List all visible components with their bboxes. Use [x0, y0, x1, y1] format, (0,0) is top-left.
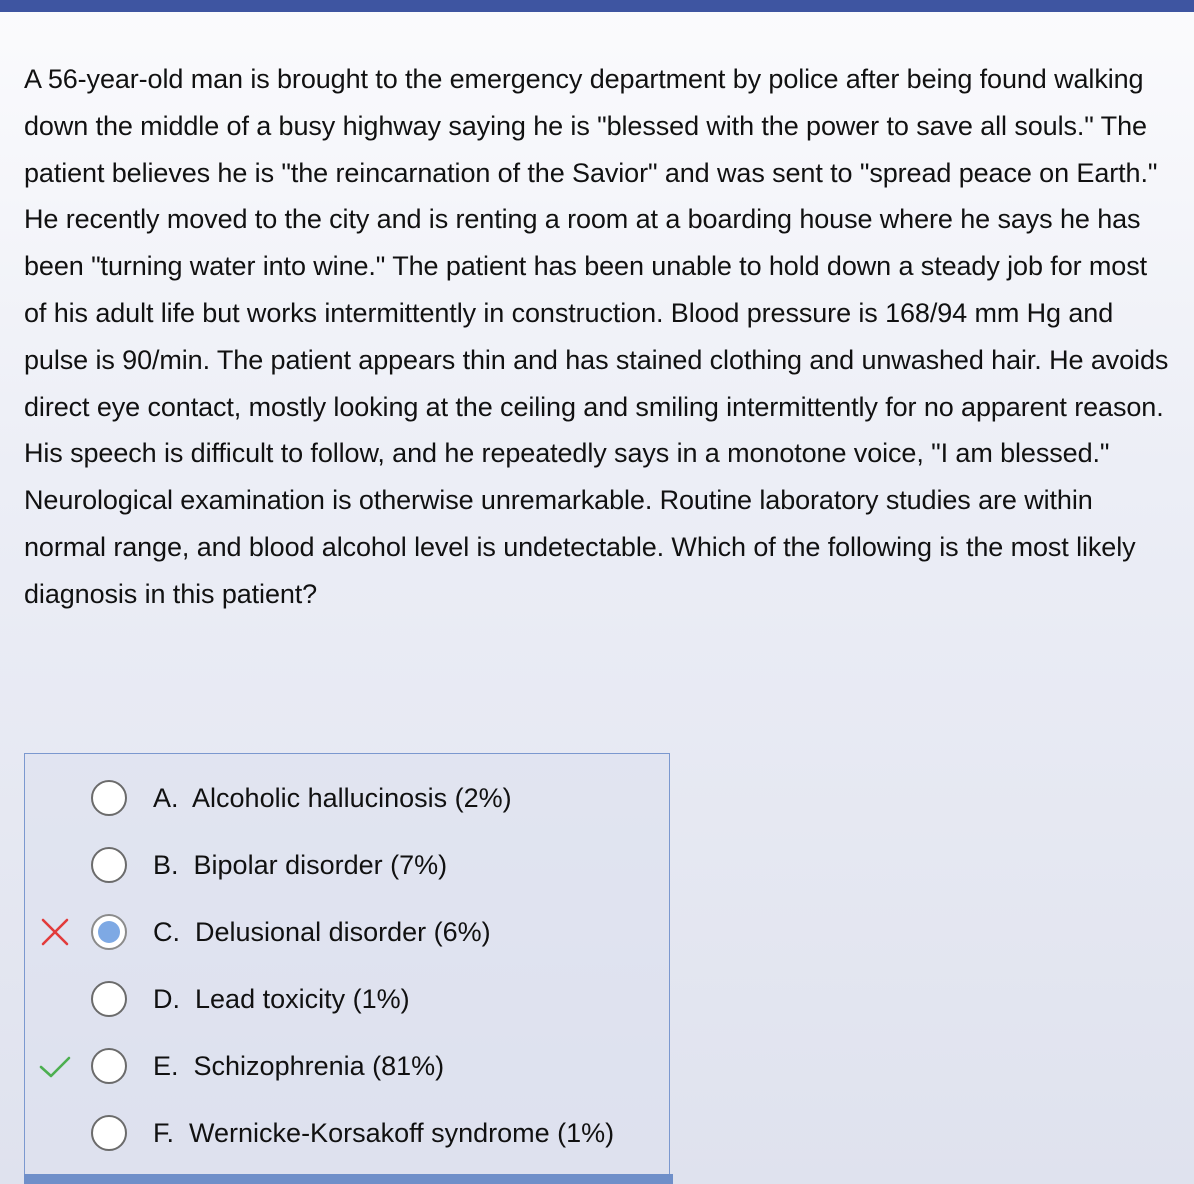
answer-option-label[interactable]: A. Alcoholic hallucinosis (2%)	[153, 783, 512, 813]
answer-option-label[interactable]: E. Schizophrenia (81%)	[153, 1051, 445, 1081]
answer-option-f[interactable]	[25, 1109, 671, 1157]
answer-option-label[interactable]: C. Delusional disorder (6%)	[153, 917, 491, 947]
answer-option-label[interactable]: F. Wernicke-Korsakoff syndrome (1%)	[153, 1118, 615, 1148]
radio-button-c-selected[interactable]	[91, 914, 127, 950]
radio-button-f[interactable]	[91, 1115, 127, 1151]
radio-button-a[interactable]	[91, 780, 127, 816]
correct-check-icon	[39, 1050, 71, 1082]
answer-option-c[interactable]	[25, 908, 671, 956]
answer-panel-bottom-border	[24, 1174, 673, 1184]
radio-button-b[interactable]	[91, 847, 127, 883]
top-header-bar	[0, 0, 1194, 12]
selected-dot-icon	[98, 921, 120, 943]
radio-button-e[interactable]	[91, 1048, 127, 1084]
answer-option-label[interactable]: D. Lead toxicity (1%)	[153, 984, 410, 1014]
answer-choices-panel	[24, 753, 670, 1178]
answer-option-e[interactable]	[25, 1042, 671, 1090]
radio-button-d[interactable]	[91, 981, 127, 1017]
answer-option-a[interactable]	[25, 774, 671, 822]
answer-option-d[interactable]	[25, 975, 671, 1023]
incorrect-x-icon	[39, 916, 71, 948]
question-stem: A 56-year-old man is brought to the emergency department by police after being found walking down the middle of a busy highway saying he is "blessed with the power to save all souls." The patient believes he is "the reincarnation of the Savior" and was sent to "spread peace on Earth." He recently moved to the city and is renting a room at a boarding house where he says he has been "turning water into wine." The patient has been unable to hold down a steady job for most of his adult life but works intermittently in construction. Blood pressure is 168/94 mm Hg and pulse is 90/min. The patient appears thin and has stained clothing and unwashed hair. He avoids direct eye contact, mostly looking at the ceiling and smiling intermittently for no apparent reason. His speech is difficult to follow, and he repeatedly says in a monotone voice, "I am blessed." Neurological examination is otherwise unremarkable. Routine laboratory studies are within normal range, and blood alcohol level is undetectable. Which of the following is the most likely diagnosis in this patient?	[24, 64, 1169, 609]
answer-option-label[interactable]: B. Bipolar disorder (7%)	[153, 850, 448, 880]
answer-option-b[interactable]	[25, 841, 671, 889]
